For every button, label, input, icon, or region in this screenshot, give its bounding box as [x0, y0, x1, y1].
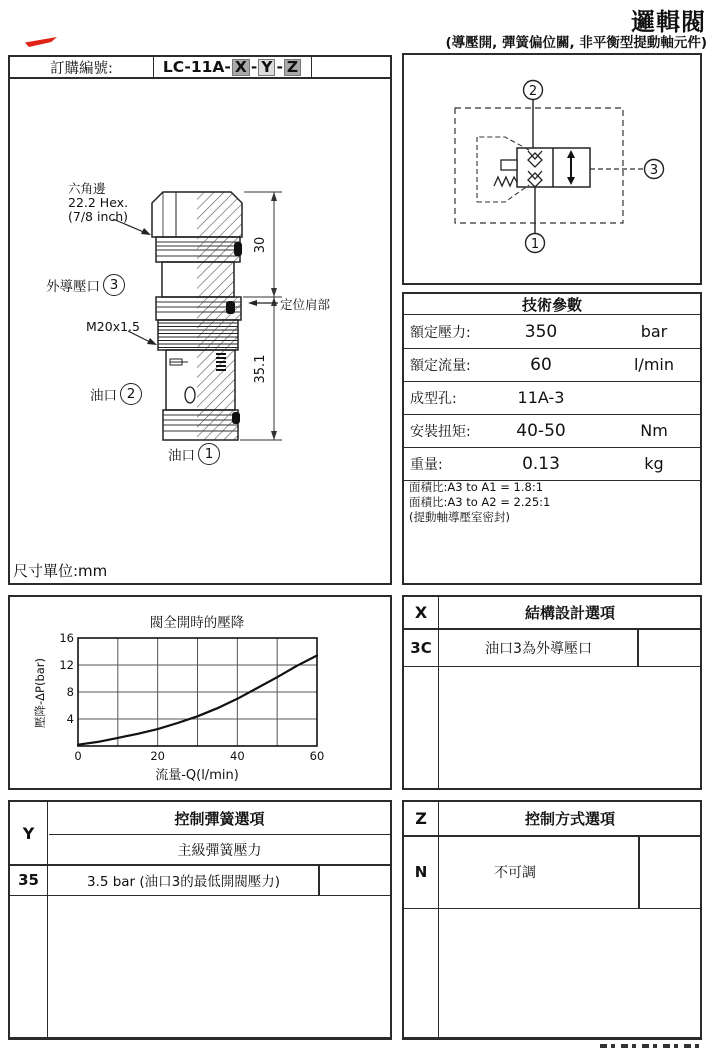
pressure-drop-chart-panel: [8, 595, 392, 790]
option-y-code: Y: [22, 823, 35, 843]
y-tick-label: 4: [66, 712, 74, 726]
port-2-label: 油口 2: [90, 383, 142, 405]
option-z-title: 控制方式選項: [524, 810, 615, 828]
order-code-z: Z: [284, 59, 301, 76]
divider: [404, 835, 700, 837]
chart-title: 閥全開時的壓降: [149, 615, 245, 631]
seal-oring-bottom: [232, 412, 240, 424]
param-label: 安裝扭矩:: [410, 423, 471, 440]
divider: [637, 630, 639, 666]
option-y-title: 控制彈簧選項: [174, 809, 265, 828]
page-title: 邏輯閥: [631, 8, 706, 36]
order-code-prefix: LC-11A-: [162, 58, 231, 76]
locating-shoulder-label: 定位肩部: [280, 297, 331, 312]
order-number-code: [154, 57, 312, 77]
option-x-row-code: 3C: [410, 638, 432, 657]
port-1-label: 油口 1: [168, 443, 220, 465]
order-number-row: [10, 57, 390, 79]
hex-size-label: 六角邊 22.2 Hex. (7/8 inch): [68, 181, 129, 224]
hydraulic-symbol-diagram: [404, 55, 700, 283]
port-2-circle: 2: [120, 383, 142, 405]
port-3-circle: 3: [103, 274, 125, 296]
option-z-row-code: N: [414, 863, 428, 881]
option-y-row-code: 35: [18, 871, 39, 889]
divider: [638, 837, 640, 908]
order-code-x: X: [232, 59, 250, 76]
param-value: 0.13: [522, 453, 560, 474]
option-z-row-desc: 不可調: [494, 865, 536, 881]
option-y-row-desc: 3.5 bar (油口3的最低開閥壓力): [86, 874, 281, 890]
tech-param-row: [404, 382, 700, 415]
page-footer-fragment: [600, 1044, 704, 1048]
param-label: 重量:: [410, 456, 443, 473]
order-code-sep1: -: [250, 58, 258, 76]
port-1-circle: 1: [198, 443, 220, 465]
param-label: 成型孔:: [410, 390, 457, 407]
y-tick-label: 8: [66, 685, 74, 699]
option-y-subtitle: 主級彈簧壓力: [177, 842, 262, 859]
thread-spec-label: M20x1.5: [86, 319, 140, 334]
dim-30-label: 30: [253, 236, 268, 254]
note-line: 面積比:A3 to A1 = 1.8:1: [409, 480, 544, 494]
param-value: 40-50: [516, 420, 566, 441]
divider: [404, 666, 700, 668]
param-unit: l/min: [633, 355, 674, 374]
param-label: 額定壓力:: [410, 324, 471, 341]
y-tick-label: 16: [59, 631, 74, 645]
tech-param-row: [404, 349, 700, 382]
seal-oring-top: [234, 242, 242, 256]
x-tick-label: 40: [230, 749, 245, 763]
chart-xlabel: 流量-Q(l/min): [155, 768, 239, 783]
tech-param-row: [404, 448, 700, 481]
brand-logo-mark: [25, 37, 57, 47]
order-number-empty-cell: [312, 57, 390, 77]
y-tick-label: 12: [59, 658, 74, 672]
option-z-panel: [402, 800, 702, 1040]
option-x-panel: [402, 595, 702, 790]
tech-params-panel: [402, 292, 702, 585]
area-ratio-notes: [404, 478, 700, 525]
order-code-y: Y: [258, 59, 275, 76]
tech-param-row: [404, 316, 700, 349]
divider: [404, 908, 700, 910]
x-tick-label: 20: [150, 749, 165, 763]
param-unit: bar: [640, 322, 668, 341]
param-value: 60: [530, 354, 552, 375]
symbol-port-1: 1: [530, 237, 540, 252]
x-tick-label: 0: [74, 749, 82, 763]
divider: [318, 866, 320, 895]
tech-params-title: 技術參數: [404, 294, 700, 315]
pilot-port-3-label: 外導壓口 3: [46, 274, 125, 296]
note-line: (提動軸導壓室密封): [409, 510, 510, 524]
dimension-unit-note: 尺寸單位:mm: [13, 562, 108, 580]
drawing-panel: [8, 55, 392, 585]
page-subtitle: (導壓開, 彈簧偏位關, 非平衡型提動軸元件): [445, 35, 707, 51]
chart-ylabel: 壓降-ΔP(bar): [33, 658, 47, 728]
divider: [10, 895, 390, 897]
hydraulic-symbol-panel: [402, 53, 702, 285]
seal-oring-mid: [226, 301, 235, 314]
option-x-row-desc: 油口3為外導壓口: [485, 640, 592, 657]
param-value: 11A-3: [517, 388, 565, 407]
param-unit: Nm: [640, 421, 668, 440]
pressure-drop-chart: [10, 597, 390, 788]
option-x-code: X: [414, 603, 428, 622]
symbol-port-3: 3: [649, 163, 659, 178]
param-label: 額定流量:: [410, 357, 471, 374]
option-y-panel: [8, 800, 392, 1040]
x-tick-label: 60: [309, 749, 325, 763]
option-x-title: 結構設計選項: [524, 604, 615, 622]
order-code-sep2: -: [276, 58, 283, 76]
note-line: 面積比:A3 to A2 = 2.25:1: [409, 495, 551, 509]
param-value: 350: [524, 321, 558, 342]
symbol-port-2: 2: [528, 84, 538, 99]
order-number-label: 訂購編號:: [10, 57, 154, 77]
option-z-code: Z: [415, 809, 427, 828]
param-unit: kg: [644, 454, 664, 473]
dim-35-1-label: 35.1: [253, 354, 268, 384]
tech-param-row: [404, 415, 700, 448]
